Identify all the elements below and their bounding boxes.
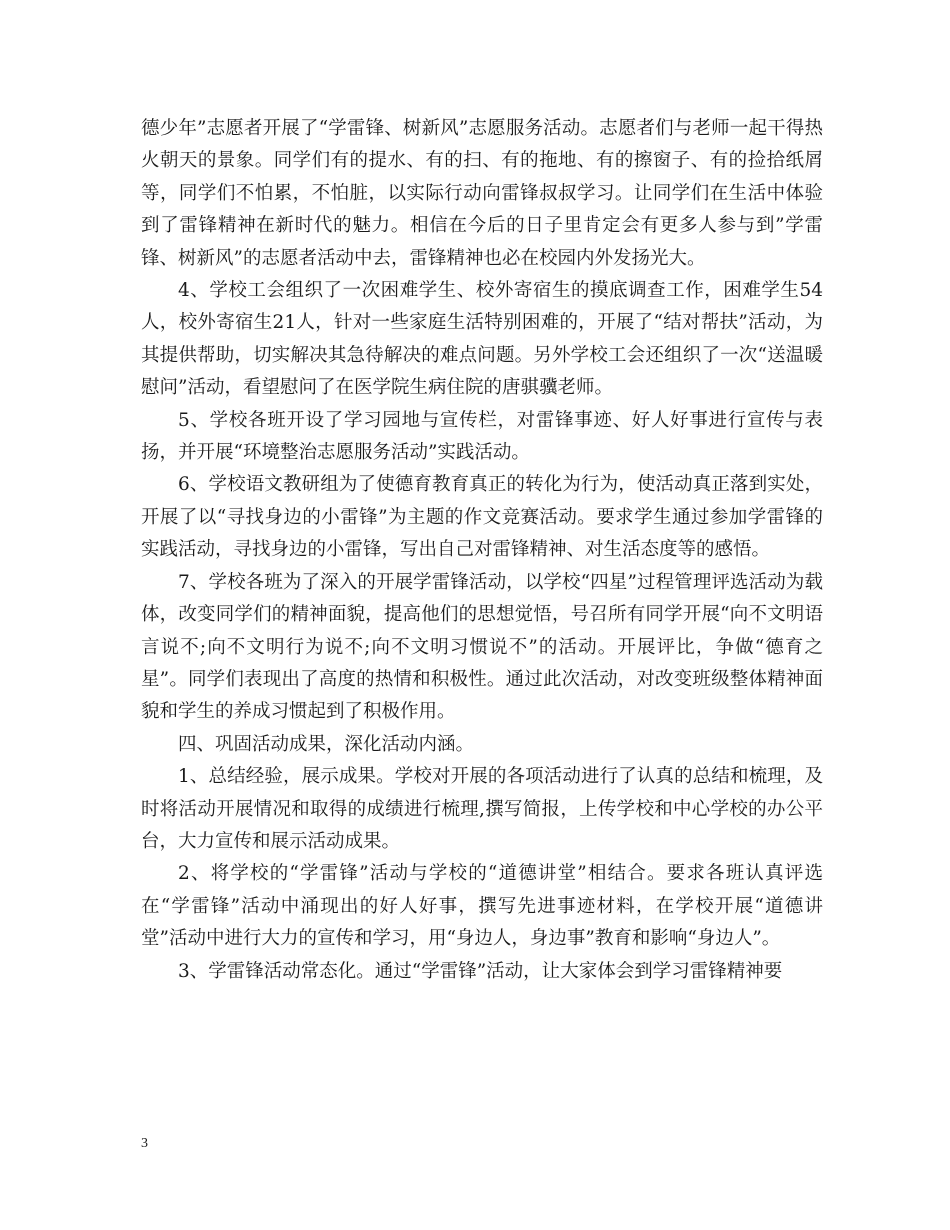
document-body bbox=[141, 113, 823, 988]
page-number: 3 bbox=[141, 1136, 148, 1151]
paragraph: 2、将学校的“学雷锋”活动与学校的“道德讲堂”相结合。要求各班认真评选在“学雷锋”活动中涌现出的好人好事，撰写先进事迹材料，在学校开展“道德讲堂”活动中进行大力的宣传和学习，用“身边人，身边事”教育和影响“身边人”。 bbox=[141, 863, 823, 950]
section-heading: 四、巩固活动成果，深化活动内涵。 bbox=[178, 733, 475, 755]
paragraph: 4、学校工会组织了一次困难学生、校外寄宿生的摸底调查工作，困难学生54人，校外寄宿生21人，针对一些家庭生活特别困难的，开展了“结对帮扶”活动，为其提供帮助，切实解决其急待解决的难点问题。另外学校工会还组织了一次“送温暖慰问”活动，看望慰问了在医学院生病住院的唐骐骥老师。 bbox=[141, 280, 823, 399]
paragraph: 5、学校各班开设了学习园地与宣传栏，对雷锋事迹、好人好事进行宣传与表扬，并开展“环境整治志愿服务活动”实践活动。 bbox=[141, 409, 823, 464]
paragraph: 1、总结经验，展示成果。学校对开展的各项活动进行了认真的总结和梳理，及时将活动开展情况和取得的成绩进行梳理,撰写简报，上传学校和中心学校的办公平台，大力宣传和展示活动成果。 bbox=[141, 766, 823, 852]
paragraph: 6、学校语文教研组为了使德育教育真正的转化为行为，使活动真正落到实处，开展了以“寻找身边的小雷锋”为主题的作文竞赛活动。要求学生通过参加学雷锋的实践活动，寻找身边的小雷锋，写出自己对雷锋精神、对生活态度等的感悟。 bbox=[141, 474, 823, 561]
paragraph: 德少年”志愿者开展了“学雷锋、树新风”志愿服务活动。志愿者们与老师一起干得热火朝天的景象。同学们有的提水、有的扫、有的拖地、有的擦窗子、有的捡拾纸屑等，同学们不怕累，不怕脏，以实际行动向雷锋叔叔学习。让同学们在生活中体验到了雷锋精神在新时代的魅力。相信在今后的日子里肯定会有更多人参与到”学雷锋、树新风”的志愿者活动中去，雷锋精神也必在校园内外发扬光大。 bbox=[141, 118, 823, 269]
paragraph: 3、学雷锋活动常态化。通过“学雷锋”活动，让大家体会到学习雷锋精神要 bbox=[178, 960, 783, 982]
paragraph: 7、学校各班为了深入的开展学雷锋活动，以学校“四星”过程管理评选活动为载体，改变同学们的精神面貌，提高他们的思想觉悟，号召所有同学开展“向不文明语言说不;向不文明行为说不;向不文明习惯说不”的活动。开展评比，争做“德育之星”。同学们表现出了高度的热情和积极性。通过此次活动，对改变班级整体精神面貌和学生的养成习惯起到了积极作用。 bbox=[141, 571, 823, 723]
